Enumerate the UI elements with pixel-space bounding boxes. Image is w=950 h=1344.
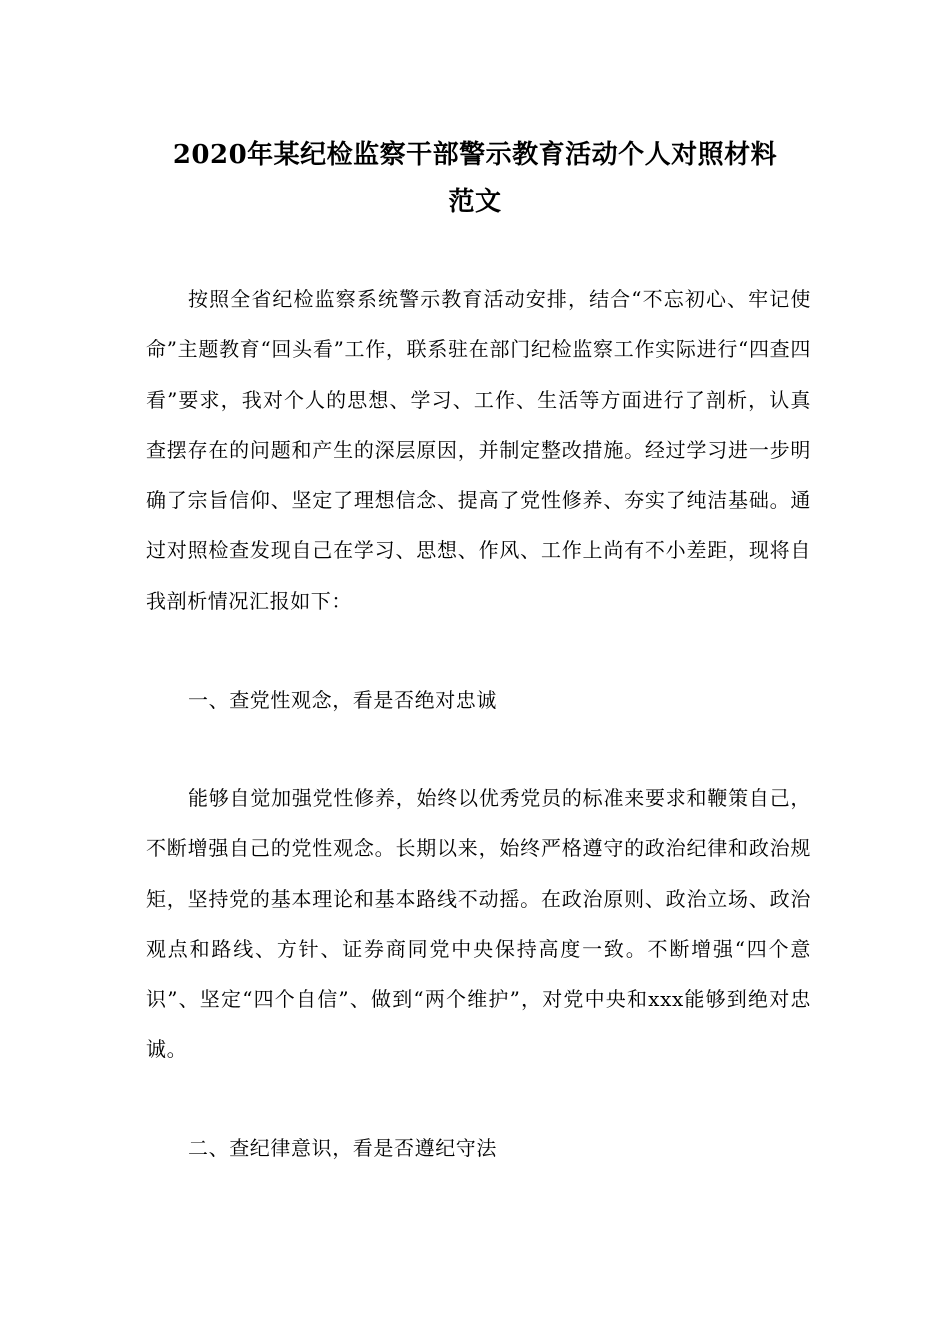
section-heading-2: 二、查纪律意识，看是否遵纪守法 — [188, 1136, 497, 1160]
document-title-line1: 2020年某纪检监察干部警示教育活动个人对照材料 — [172, 140, 778, 170]
section-1-paragraph: 能够自觉加强党性修养，始终以优秀党员的标准来要求和鞭策自己，不断增强自己的党性观念。长期以来，始终严格遵守的政治纪律和政治规矩，坚持党的基本理论和基本路线不动摇。在政治原则、政治立场、政治观点和路线、方针、证券商同党中央保持高度一致。不断增强“四个意识”、坚定“四个自信”、做到“两个维护”，对党中央和xxx能够到绝对忠诚。 — [146, 786, 811, 1062]
intro-paragraph: 按照全省纪检监察系统警示教育活动安排，结合“不忘初心、牢记使命”主题教育“回头看”工作，联系驻在部门纪检监察工作实际进行“四查四看”要求，我对个人的思想、学习、工作、生活等方面进行了剖析，认真查摆存在的问题和产生的深层原因，并制定整改措施。经过学习进一步明确了宗旨信仰、坚定了理想信念、提高了党性修养、夯实了纯洁基础。通过对照检查发现自己在学习、思想、作风、工作上尚有不小差距，现将自我剖析情况汇报如下： — [146, 287, 811, 613]
section-heading-1: 一、查党性观念，看是否绝对忠诚 — [188, 688, 497, 712]
document-title-line2: 范文 — [448, 187, 502, 217]
